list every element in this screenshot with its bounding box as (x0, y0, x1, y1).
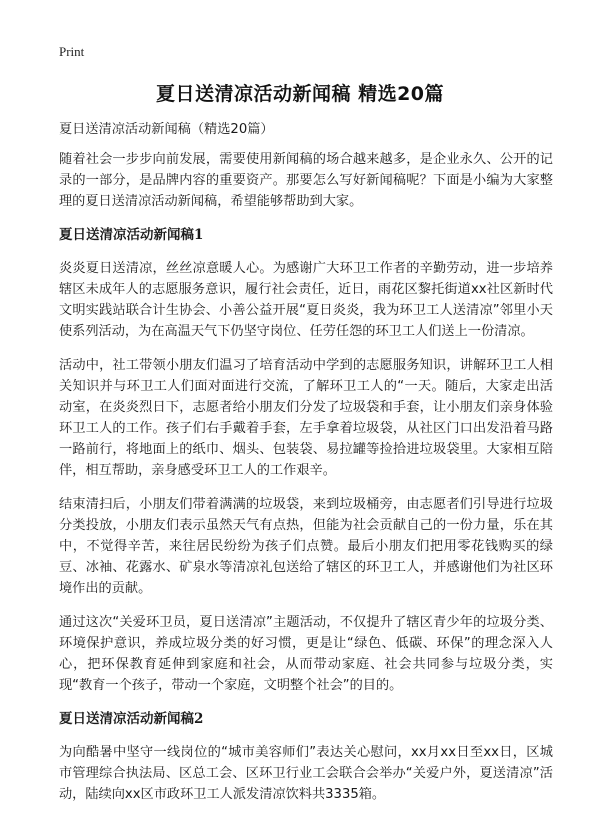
section-1-paragraph: 结束清扫后，小朋友们带着满满的垃圾袋，来到垃圾桶旁，由志愿者们引导进行垃圾分类投放，小朋友们表示虽然天气有点热，但能为社会贡献自己的一份力量，乐在其中，不觉得辛苦，来往居民纷纷为孩子们点赞。最后小朋友们把用零花钱购买的绿豆、冰袖、花露水、矿泉水等清凉礼包送给了辖区的环卫工人，并感谢他们为社区环境作出的贡献。 (59, 497, 553, 596)
section-2-paragraph: 为向酷暑中坚守一线岗位的“城市美容师们”表达关心慰问，xx月xx日至xx日，区城市管理综合执法局、区总工会、区环卫行业工会联合会举办“关爱户外，夏送清凉”活动，陆续向xx区市政环卫工人派发清凉饮料共3335箱。 (59, 745, 553, 802)
section-1-paragraph: 炎炎夏日送清凉，丝丝凉意暖人心。为感谢广大环卫工作者的辛勤劳动，进一步培养辖区未成年人的志愿服务意识，履行社会责任，近日，雨花区黎托街道xx社区新时代文明实践站联合计生协会、小善公益开展“夏日炎炎，我为环卫工人送清凉”邻里小天使系列活动，为在高温天气下仍坚守岗位、任劳任怨的环卫工人们送上一份清凉。 (59, 261, 553, 339)
intro-paragraph: 随着社会一步步向前发展，需要使用新闻稿的场合越来越多，是企业永久、公开的记录的一部分，是品牌内容的重要资产。那要怎么写好新闻稿呢？下面是小编为大家整理的夏日送清凉活动新闻稿，希望能够帮助到大家。 (59, 152, 553, 209)
article-subtitle: 夏日送清凉活动新闻稿（精选20篇） (59, 122, 274, 137)
section-heading-2: 夏日送清凉活动新闻稿2 (59, 711, 204, 727)
article-body (59, 119, 553, 818)
section-1-paragraph: 活动中，社工带领小朋友们温习了培育活动中学到的志愿服务知识，讲解环卫工人相关知识并与环卫工人们面对面进行交流，了解环卫工人的“一天。随后，大家走出活动室，在炎炎烈日下，志愿者给小朋友们分发了垃圾袋和手套，让小朋友们亲身体验环卫工人的工作。孩子们右手戴着手套，左手拿着垃圾袋，从社区门口出发沿着马路一路前行，将地面上的纸巾、烟头、包装袋、易拉罐等捡拾进垃圾袋里。大家相互陪伴，相互帮助，亲身感受环卫工人的工作艰辛。 (59, 358, 553, 478)
section-1-paragraph: 通过这次“关爱环卫员，夏日送清凉”主题活动，不仅提升了辖区青少年的垃圾分类、环境保护意识，养成垃圾分类的好习惯，更是让“绿色、低碳、环保”的理念深入人心，把环保教育延伸到家庭和社会，从而带动家庭、社会共同参与垃圾分类，实现“教育一个孩子，带动一个家庭，文明整个社会”的目的。 (59, 615, 553, 693)
page-title: 夏日送清凉活动新闻稿 精选20篇 (155, 83, 445, 105)
section-heading-1: 夏日送清凉活动新闻稿1 (59, 227, 204, 243)
print-button[interactable]: Print (59, 44, 85, 59)
